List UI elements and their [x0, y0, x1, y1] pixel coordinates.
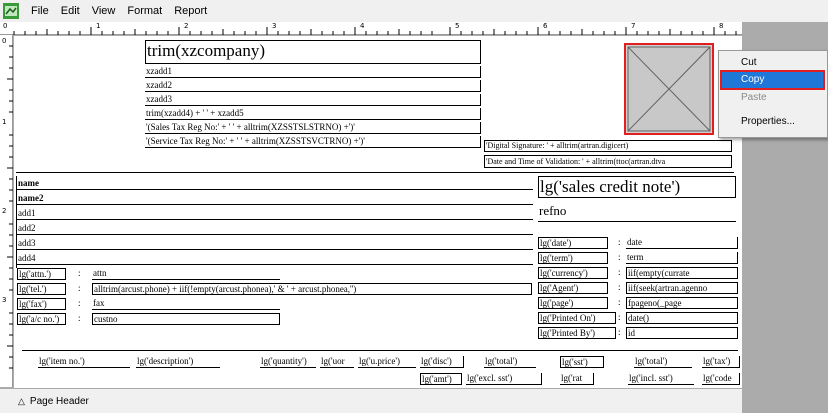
colon-text: :	[78, 268, 81, 278]
section-divider	[16, 172, 734, 173]
acno-value-field[interactable]: custno	[92, 313, 280, 325]
address-line-field[interactable]: xzadd2	[145, 80, 481, 92]
col-incl-sst-field[interactable]: lg('incl. sst')	[628, 373, 694, 385]
page-label-field[interactable]: lg('page')	[538, 297, 608, 309]
refno-field[interactable]: refno	[538, 202, 736, 222]
horizontal-ruler[interactable]	[0, 22, 742, 35]
col-quantity-field[interactable]: lg('quantity')	[260, 356, 316, 368]
ruler-ticks	[0, 22, 742, 35]
ruler-number: 4	[360, 22, 365, 30]
col-total-incl-field[interactable]: lg('total')	[634, 356, 692, 368]
vertical-ruler[interactable]	[0, 35, 13, 387]
context-menu-paste[interactable]: Paste	[741, 92, 767, 103]
menu-view[interactable]: View	[91, 5, 116, 17]
colon-text: :	[618, 282, 621, 292]
printed-by-label-field[interactable]: lg('Printed By')	[538, 327, 616, 339]
col-unit-price-field[interactable]: lg('u.price')	[358, 356, 416, 368]
ruler-number: 2	[2, 207, 7, 215]
printed-on-label-field[interactable]: lg('Printed On')	[538, 312, 616, 324]
company-name-field[interactable]: trim(xzcompany)	[145, 40, 481, 64]
picture-placeholder[interactable]	[624, 43, 714, 135]
ruler-number: 1	[2, 118, 7, 126]
col-excl-sst-field[interactable]: lg('excl. sst')	[466, 373, 542, 385]
col-item-no-field[interactable]: lg('item no.')	[38, 356, 130, 368]
context-menu	[718, 50, 828, 138]
colon-text: :	[618, 237, 621, 247]
menu-bar	[0, 0, 828, 22]
report-designer-app-icon	[3, 3, 19, 19]
ruler-number: 8	[719, 22, 724, 30]
menu-format[interactable]: Format	[127, 5, 163, 17]
column-header-top-rule	[22, 350, 738, 351]
col-amt-field[interactable]: lg('amt')	[420, 373, 462, 385]
term-label-field[interactable]: lg('term')	[538, 252, 608, 264]
currency-value-field[interactable]: iif(empty(currate	[626, 267, 738, 279]
address-line-field[interactable]: xzadd3	[145, 94, 481, 106]
ruler-ticks	[0, 35, 13, 387]
ruler-number: 0	[2, 37, 7, 45]
ruler-number: 2	[184, 22, 189, 30]
ruler-number: 1	[96, 22, 101, 30]
document-title-field[interactable]: lg('sales credit note')	[538, 176, 736, 198]
fax-label-field[interactable]: lg('fax')	[17, 298, 66, 310]
colon-text: :	[618, 297, 621, 307]
colon-text: :	[618, 267, 621, 277]
term-value-field[interactable]: term	[626, 252, 738, 264]
ruler-number: 3	[272, 22, 277, 30]
colon-text: :	[618, 327, 621, 337]
colon-text: :	[78, 283, 81, 293]
band-label: Page Header	[29, 395, 89, 407]
colon-text: :	[618, 252, 621, 262]
attn-label-field[interactable]: lg('attn.')	[17, 268, 66, 280]
customer-address-field[interactable]: add3	[17, 238, 533, 250]
customer-address-field[interactable]: add4	[17, 253, 533, 265]
context-menu-copy[interactable]: Copy	[722, 72, 823, 88]
col-tax-field[interactable]: lg('tax')	[702, 356, 740, 368]
col-sst-field[interactable]: lg('sst')	[560, 356, 604, 368]
validation-datetime-field[interactable]: 'Date and Time of Validation: ' + alltrim(ttoc(artran.dtva	[484, 155, 732, 168]
col-uom-field[interactable]: lg('uor	[320, 356, 354, 368]
ruler-number: 7	[631, 22, 636, 30]
tel-value-field[interactable]: alltrim(arcust.phone) + iif(!empty(arcust.phonea),' & ' + arcust.phonea,'')	[92, 283, 532, 295]
address-line-field[interactable]: trim(xzadd4) + ' ' + xzadd5	[145, 108, 481, 120]
menu-file[interactable]: File	[31, 5, 49, 17]
report-design-canvas[interactable]	[14, 36, 742, 388]
printed-by-value-field[interactable]: id	[626, 327, 738, 339]
colon-text: :	[78, 313, 81, 323]
colon-text: :	[78, 298, 81, 308]
col-rate-field[interactable]: lg('rat	[560, 373, 594, 385]
currency-label-field[interactable]: lg('currency')	[538, 267, 608, 279]
menu-report[interactable]: Report	[174, 5, 208, 17]
tel-label-field[interactable]: lg('tel.')	[17, 283, 66, 295]
colon-text: :	[618, 312, 621, 322]
ruler-number: 6	[543, 22, 548, 30]
col-disc-field[interactable]: lg('disc')	[420, 356, 464, 368]
col-description-field[interactable]: lg('description')	[136, 356, 220, 368]
customer-name2-field[interactable]: name2	[17, 193, 533, 205]
attn-value-field[interactable]: attn	[92, 268, 280, 280]
service-tax-field[interactable]: '(Service Tax Reg No:' + ' ' + alltrim(XZSSTSVCTRNO) +')'	[145, 136, 481, 148]
customer-address-field[interactable]: add2	[17, 223, 533, 235]
block-border	[16, 176, 17, 268]
band-collapse-icon[interactable]: △	[18, 395, 25, 406]
col-code-field[interactable]: lg('code	[702, 373, 740, 385]
ruler-number: 3	[2, 296, 7, 304]
col-total-excl-field[interactable]: lg('total')	[484, 356, 536, 368]
agent-value-field[interactable]: iif(seek(artran.agenno	[626, 282, 738, 294]
menu-edit[interactable]: Edit	[60, 5, 80, 17]
date-value-field[interactable]: date	[626, 237, 738, 249]
sales-tax-field[interactable]: '(Sales Tax Reg No:' + ' ' + alltrim(XZSSTSLSTRNO) +')'	[145, 122, 481, 134]
fax-value-field[interactable]: fax	[92, 298, 280, 310]
context-menu-cut[interactable]: Cut	[741, 57, 757, 68]
page-value-field[interactable]: fpageno(_page	[626, 297, 738, 309]
agent-label-field[interactable]: lg('Agent')	[538, 282, 608, 294]
image-placeholder-icon	[626, 45, 712, 133]
printed-on-value-field[interactable]: date()	[626, 312, 738, 324]
address-line-field[interactable]: xzadd1	[145, 66, 481, 78]
customer-address-field[interactable]: add1	[17, 208, 533, 220]
digital-signature-field[interactable]: 'Digital Signature: ' + alltrim(artran.digicert)	[484, 140, 732, 152]
customer-name-field[interactable]: name	[17, 178, 533, 190]
date-label-field[interactable]: lg('date')	[538, 237, 608, 249]
ruler-number: 5	[455, 22, 460, 30]
ruler-number: 0	[3, 22, 8, 30]
acno-label-field[interactable]: lg('a/c no.')	[17, 313, 66, 325]
context-menu-properties[interactable]: Properties...	[741, 116, 795, 127]
page-header-band[interactable]	[0, 388, 742, 413]
